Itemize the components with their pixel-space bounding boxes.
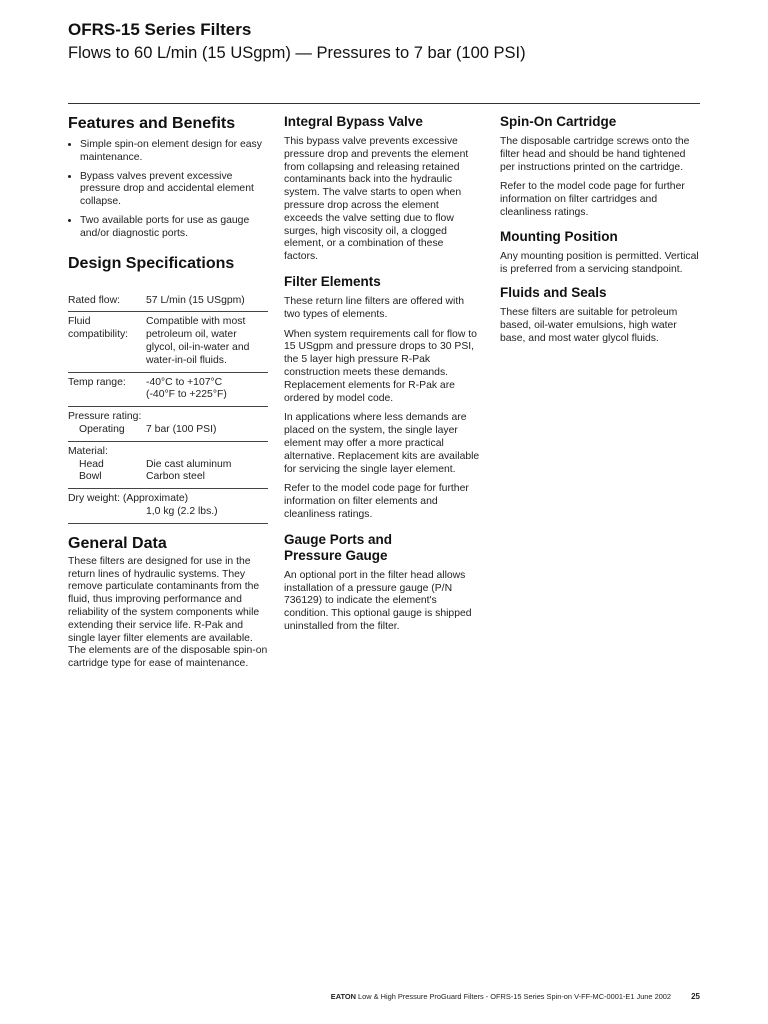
spec-value: Compatible with most petroleum oil, water glycol, oil-in-water and water-in-oil fluids. [146,316,250,366]
gauge-text: An optional port in the filter head allows installation of a pressure gauge (P/N 736129) to indicate the element's condition. This optional gauge is shipped uninstalled from the filter. [284,569,472,632]
spin-on-text-2: Refer to the model code page for further information on filter cartridges and cleanliness ratings. [500,181,685,218]
footer-brand: EATON [330,992,356,1001]
spec-label: Pressure rating: [68,411,142,423]
page-subtitle: Flows to 60 L/min (15 USgpm) — Pressures to 7 bar (100 PSI) [68,44,526,62]
general-heading: General Data [68,534,167,552]
spec-value: -40°C to +107°C [146,376,223,388]
spec-label: Rated flow: [68,294,120,306]
general-text: These filters are designed for use in the return lines of hydraulic systems. They remove particulate contaminants from the fluid, thus improving performance and reliability of the system components while extending their service life. R-Pak and single layer filter elements are available. The elements are of the disposable spin-on cartridge type for ease of maintenance. [68,555,268,670]
spec-label: Material: [68,445,108,457]
gauge-heading-line: Gauge Ports and [284,531,393,547]
header-divider [68,103,700,104]
spec-value: 7 bar (100 PSI) [146,423,217,435]
spec-label: Fluid [68,316,91,328]
gauge-heading-line: Pressure Gauge [284,547,388,563]
bypass-heading: Integral Bypass Valve [284,114,423,129]
spec-value: Die cast aluminum [146,458,232,470]
spec-row-temp [68,372,268,407]
gauge-heading [284,532,480,564]
list-item: • Bypass valves prevent excessive pressure drop and accidental element collapse. [80,171,268,209]
page-footer [331,992,700,1001]
column-left [68,114,268,678]
elements-text-1: These return line filters are offered with two types of elements. [284,295,464,320]
spec-label: Temp range: [68,376,126,388]
specs-table [68,291,268,524]
spin-on-text-1: The disposable cartridge screws onto the filter head and should be hand tightened per instructions printed on the cartridge. [500,136,690,173]
mounting-text: Any mounting position is permitted. Vertical is preferred from a servicing standpoint. [500,250,699,275]
features-heading: Features and Benefits [68,115,236,132]
footer-text: Low & High Pressure ProGuard Filters - OFRS-15 Series Spin-on V-FF-MC-0001-E1 June 2002 [358,992,672,1001]
spec-label: Operating [79,423,125,435]
elements-text-4: Refer to the model code page for further information on filter elements and cleanliness ratings. [284,483,469,520]
page-title: OFRS-15 Series Filters [68,20,252,39]
column-middle [284,114,480,641]
spec-value: (-40°F to +225°F) [146,389,227,401]
spec-value: 1,0 kg (2.2 lbs.) [146,505,218,517]
spec-row-material [68,441,268,488]
spec-value: 57 L/min (15 USgpm) [146,294,245,306]
elements-text-2: When system requirements call for flow to 15 USgpm and pressure drops to 30 PSI, the 5 layer high pressure R-Pak construction meets these demands. Replacement elements for R-Pak are ordered by model code. [284,328,477,404]
spec-row-fluid [68,312,268,372]
page-number: 25 [691,992,700,1001]
design-heading: Design Specifications [68,254,235,272]
elements-text-3: In applications where less demands are placed on the system, the single layer element may offer a more practical alternative. Replacement kits are available for servicing the single layer element. [284,412,480,475]
spin-on-heading: Spin-On Cartridge [500,114,617,129]
list-item: • Simple spin-on element design for easy maintenance. [80,139,268,165]
spec-row-pressure [68,407,268,442]
fluids-text: These filters are suitable for petroleum based, oil-water emulsions, high water base, and most water glycol fluids. [500,307,678,344]
bypass-text: This bypass valve prevents excessive pressure drop and prevents the element from collapsing and releasing retained contaminants back into the hydraulic system. The valve starts to open when pressure drop across the element exceeds the valve setting due to flow surges, high viscosity oil, a clogged element, or a combination of these factors. [284,136,469,263]
fluids-heading: Fluids and Seals [500,285,607,301]
spec-label: Dry weight: (Approximate) [68,493,189,505]
list-item: • Two available ports for use as gauge and/or diagnostic ports. [80,215,268,241]
mounting-heading: Mounting Position [500,228,618,244]
features-list [68,139,268,241]
spec-row-rated-flow [68,291,268,312]
elements-heading: Filter Elements [284,273,381,289]
spec-label: Head [79,458,104,470]
spec-row-dry-weight [68,489,268,524]
column-right [500,114,700,353]
spec-label: compatibility: [68,329,129,341]
spec-value: Carbon steel [146,471,205,483]
spec-label: Bowl [79,471,102,483]
